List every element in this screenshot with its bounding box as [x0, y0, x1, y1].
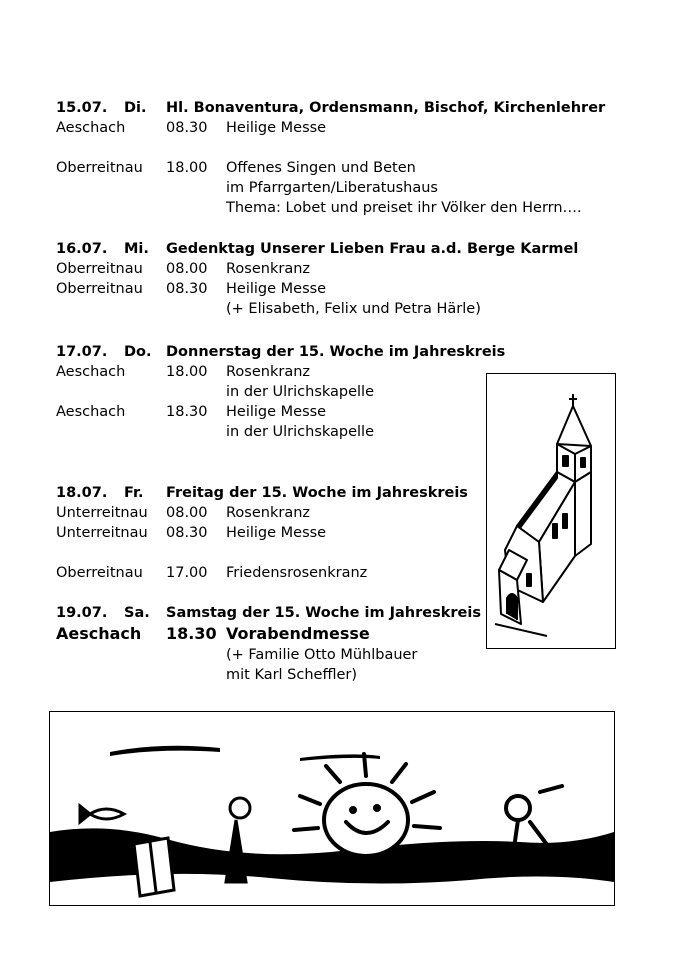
entry-place: Oberreitnau	[56, 281, 143, 297]
entry-place: Aeschach	[56, 364, 126, 380]
entry-place: Oberreitnau	[56, 565, 143, 581]
entry-row	[56, 563, 476, 583]
entry-time: 08.30	[166, 120, 208, 136]
day-date: 19.07.	[56, 605, 108, 621]
entry-row	[56, 402, 476, 422]
entry-time: 08.00	[166, 505, 208, 521]
entry-place: Unterreitnau	[56, 525, 148, 541]
entry-place: Aeschach	[56, 120, 126, 136]
entry-row	[56, 503, 476, 523]
day-17-07	[56, 342, 506, 442]
entry-text: (+ Elisabeth, Felix und Petra Härle)	[226, 301, 481, 317]
entry-place: Unterreitnau	[56, 505, 148, 521]
entry-text: im Pfarrgarten/Liberatushaus	[226, 180, 438, 196]
entry-place: Aeschach	[56, 404, 126, 420]
church-icon	[487, 374, 615, 648]
entry-text: (+ Familie Otto Mühlbauer	[226, 647, 418, 663]
day-19-07	[56, 603, 481, 685]
entry-text: Rosenkranz	[226, 505, 311, 521]
entry-continuation	[56, 665, 476, 685]
entry-continuation	[56, 382, 476, 402]
entry-row	[56, 279, 616, 299]
day-date: 16.07.	[56, 241, 108, 257]
entry-time: 08.00	[166, 261, 208, 277]
entry-row	[56, 362, 476, 382]
day-weekday: Do.	[124, 344, 152, 360]
entry-row	[56, 259, 616, 279]
entry-text: Rosenkranz	[226, 364, 311, 380]
day-header	[56, 239, 616, 259]
entry-continuation	[56, 198, 616, 218]
day-date: 18.07.	[56, 485, 108, 501]
day-header	[56, 342, 506, 362]
entry-text: Heilige Messe	[226, 120, 327, 136]
entry-row	[56, 158, 616, 178]
day-title: Samstag der 15. Woche im Jahreskreis	[166, 605, 481, 621]
day-15-07	[56, 98, 616, 218]
entry-time: 17.00	[166, 565, 208, 581]
entry-continuation	[56, 422, 476, 442]
day-title: Hl. Bonaventura, Ordensmann, Bischof, Kirchenlehrer	[166, 100, 606, 116]
day-title: Freitag der 15. Woche im Jahreskreis	[166, 485, 468, 501]
entry-text: Heilige Messe	[226, 281, 327, 297]
entry-row	[56, 118, 616, 138]
entry-row	[56, 523, 476, 543]
entry-continuation	[56, 178, 616, 198]
day-16-07	[56, 239, 616, 319]
entry-text: Thema: Lobet und preiset ihr Völker den Herrn….	[226, 200, 582, 216]
day-date: 15.07.	[56, 100, 108, 116]
entry-time: 18.30	[166, 404, 208, 420]
entry-continuation	[56, 299, 616, 319]
entry-text: Heilige Messe	[226, 525, 327, 541]
entry-text: in der Ulrichskapelle	[226, 384, 375, 400]
day-weekday: Fr.	[124, 485, 144, 501]
sun-landscape-icon	[50, 712, 614, 905]
entry-text: Vorabendmesse	[226, 624, 370, 643]
entry-text: in der Ulrichskapelle	[226, 424, 375, 440]
day-header	[56, 483, 476, 503]
entry-time: 18.00	[166, 160, 208, 176]
entry-row-highlighted	[56, 623, 476, 645]
entry-text: Heilige Messe	[226, 404, 327, 420]
day-weekday: Di.	[124, 100, 147, 116]
entry-time: 08.30	[166, 281, 208, 297]
sun-landscape-illustration	[49, 711, 615, 906]
entry-text: mit Karl Scheffler)	[226, 667, 358, 683]
day-header	[56, 98, 616, 118]
entry-text: Friedensrosenkranz	[226, 565, 368, 581]
day-title: Gedenktag Unserer Lieben Frau a.d. Berge Karmel	[166, 241, 579, 257]
day-weekday: Mi.	[124, 241, 149, 257]
entry-time: 18.30	[166, 624, 217, 643]
church-illustration	[486, 373, 616, 649]
entry-time: 18.00	[166, 364, 208, 380]
entry-place: Aeschach	[56, 624, 142, 643]
day-header	[56, 603, 481, 623]
entry-place: Oberreitnau	[56, 261, 143, 277]
day-18-07	[56, 483, 476, 583]
entry-text: Offenes Singen und Beten	[226, 160, 416, 176]
day-weekday: Sa.	[124, 605, 150, 621]
entry-place: Oberreitnau	[56, 160, 143, 176]
entry-text: Rosenkranz	[226, 261, 311, 277]
day-date: 17.07.	[56, 344, 108, 360]
entry-time: 08.30	[166, 525, 208, 541]
entry-continuation	[56, 645, 476, 665]
day-title: Donnerstag der 15. Woche im Jahreskreis	[166, 344, 506, 360]
